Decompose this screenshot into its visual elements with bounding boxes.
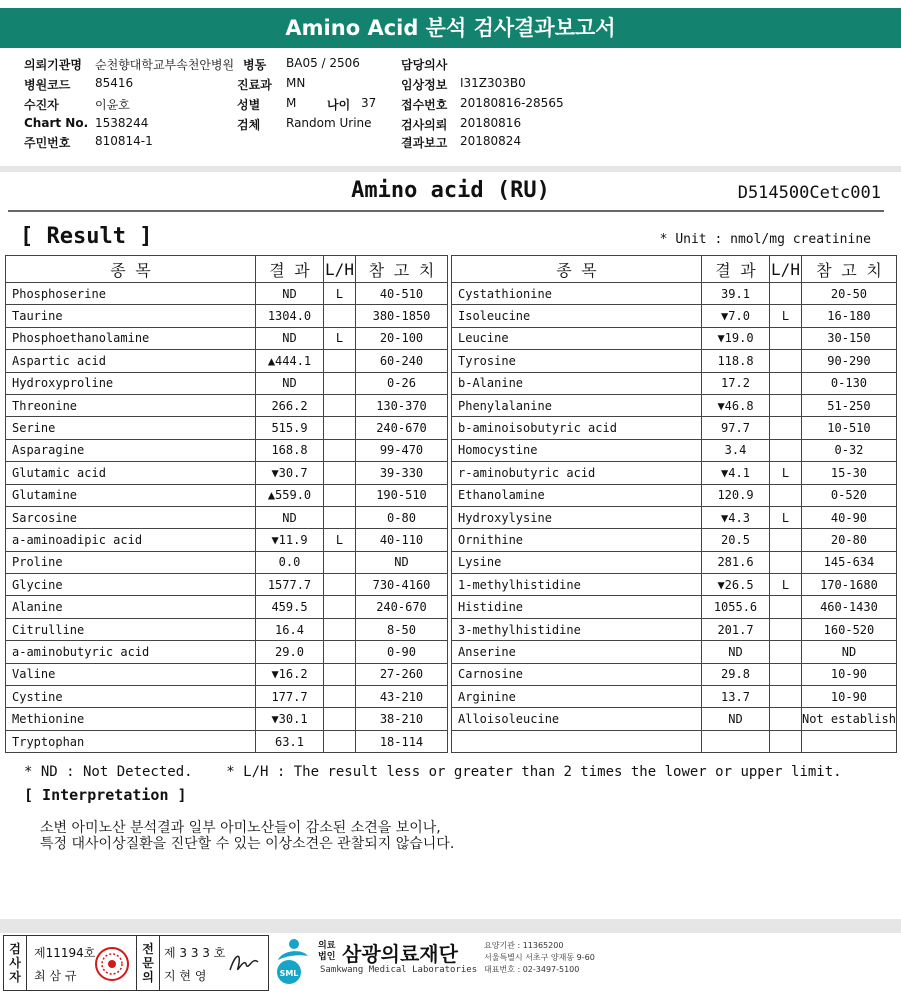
right-name-cell: Homocystine — [452, 439, 702, 461]
left-reference-cell: 0-80 — [356, 506, 448, 528]
right-name-cell: Alloisoleucine — [452, 708, 702, 730]
receipt-label: 접수번호 — [401, 98, 448, 112]
right-lh-cell — [770, 663, 802, 685]
right-result-cell: 118.8 — [702, 350, 770, 372]
right-name-cell: b-aminoisobutyric acid — [452, 417, 702, 439]
right-lh-cell — [770, 439, 802, 461]
right-reference-cell: 51-250 — [802, 394, 897, 416]
right-lh-cell — [770, 394, 802, 416]
right-result-cell: 281.6 — [702, 551, 770, 573]
left-lh-cell — [324, 574, 356, 596]
left-lh-cell — [324, 618, 356, 640]
left-lh-cell: L — [324, 327, 356, 349]
results-body — [6, 283, 897, 753]
left-name-cell: Hydroxyproline — [6, 372, 256, 394]
left-result-cell: ▼30.7 — [256, 462, 324, 484]
table-row — [6, 641, 897, 663]
right-lh-cell — [770, 529, 802, 551]
table-row — [6, 462, 897, 484]
left-reference-cell: 190-510 — [356, 484, 448, 506]
table-header-row — [6, 256, 897, 283]
right-name-cell: Carnosine — [452, 663, 702, 685]
header-item-right: 종 목 — [452, 256, 702, 283]
right-reference-cell: 20-80 — [802, 529, 897, 551]
footnote — [24, 764, 842, 780]
test-code: D514500Cetc001 — [737, 183, 881, 203]
result-title: [ Result ] — [20, 224, 153, 249]
table-row — [6, 305, 897, 327]
left-result-cell: 16.4 — [256, 618, 324, 640]
unit-note: * Unit : nmol/mg creatinine — [659, 232, 871, 247]
left-lh-cell — [324, 708, 356, 730]
left-result-cell: 168.8 — [256, 439, 324, 461]
left-result-cell: ▲444.1 — [256, 350, 324, 372]
left-name-cell: Cystine — [6, 686, 256, 708]
table-row — [6, 506, 897, 528]
receipt-value: 20180816-28565 — [460, 96, 564, 110]
hospital-code-label: 병원코드 — [24, 78, 71, 92]
inspector-seal-icon — [94, 946, 130, 982]
right-result-cell: ▼7.0 — [702, 305, 770, 327]
left-name-cell: Alanine — [6, 596, 256, 618]
left-reference-cell: 39-330 — [356, 462, 448, 484]
age-label: 나이 — [327, 98, 351, 112]
left-lh-cell — [324, 663, 356, 685]
org-legal-line-2: 법인 — [318, 952, 336, 962]
left-reference-cell: 0-26 — [356, 372, 448, 394]
right-lh-cell — [770, 686, 802, 708]
sex-label: 성별 — [237, 98, 261, 112]
header-result-right: 결 과 — [702, 256, 770, 283]
right-reference-cell: 145-634 — [802, 551, 897, 573]
specimen-value: Random Urine — [286, 116, 372, 130]
org-code: 요양기관 : 11365200 — [484, 941, 564, 950]
header-reference-left: 참 고 치 — [356, 256, 448, 283]
right-lh-cell — [770, 618, 802, 640]
right-name-cell: 1-methylhistidine — [452, 574, 702, 596]
hospital-code-value: 85416 — [95, 76, 134, 90]
header-lh-left: L/H — [324, 256, 356, 283]
age-value: 37 — [361, 96, 377, 110]
right-result-cell: 201.7 — [702, 618, 770, 640]
left-reference-cell: 27-260 — [356, 663, 448, 685]
right-reference-cell: 160-520 — [802, 618, 897, 640]
left-reference-cell: 130-370 — [356, 394, 448, 416]
table-row — [6, 686, 897, 708]
logo-text: SML — [279, 969, 299, 978]
table-row — [6, 574, 897, 596]
chart-no-value: 1538244 — [95, 116, 149, 130]
left-reference-cell: ND — [356, 551, 448, 573]
left-name-cell: Glycine — [6, 574, 256, 596]
org-legal-line-1: 의료 — [318, 941, 336, 951]
left-name-cell: Tryptophan — [6, 730, 256, 752]
table-row — [6, 730, 897, 752]
reviewer-signature-icon — [226, 948, 262, 978]
right-reference-cell: 15-30 — [802, 462, 897, 484]
interpretation-title: [ Interpretation ] — [24, 786, 187, 804]
right-result-cell: ▼4.3 — [702, 506, 770, 528]
left-result-cell: 0.0 — [256, 551, 324, 573]
table-row — [6, 663, 897, 685]
left-reference-cell: 43-210 — [356, 686, 448, 708]
left-reference-cell: 18-114 — [356, 730, 448, 752]
left-name-cell: Sarcosine — [6, 506, 256, 528]
request-label: 검사의뢰 — [401, 118, 448, 132]
left-lh-cell — [324, 417, 356, 439]
right-lh-cell: L — [770, 574, 802, 596]
table-row — [6, 372, 897, 394]
org-details — [484, 940, 595, 976]
right-result-cell: ND — [702, 641, 770, 663]
specimen-label: 검체 — [237, 118, 261, 132]
left-result-cell: ND — [256, 327, 324, 349]
right-reference-cell: 30-150 — [802, 327, 897, 349]
left-lh-cell — [324, 506, 356, 528]
table-row — [6, 439, 897, 461]
left-name-cell: Proline — [6, 551, 256, 573]
left-reference-cell: 240-670 — [356, 417, 448, 439]
table-row — [6, 708, 897, 730]
right-result-cell: 17.2 — [702, 372, 770, 394]
left-lh-cell — [324, 372, 356, 394]
right-result-cell: 39.1 — [702, 283, 770, 305]
dept-value: MN — [286, 76, 306, 90]
right-lh-cell — [770, 484, 802, 506]
table-row — [6, 350, 897, 372]
institution-label: 의뢰기관명 — [24, 58, 82, 72]
right-result-cell: 120.9 — [702, 484, 770, 506]
left-name-cell: Aspartic acid — [6, 350, 256, 372]
org-address: 서울특별시 서초구 양재동 9-60 — [484, 953, 595, 962]
left-result-cell: 63.1 — [256, 730, 324, 752]
left-name-cell: Taurine — [6, 305, 256, 327]
table-row — [6, 596, 897, 618]
interpretation-text — [40, 820, 840, 852]
doctor-label: 담당의사 — [401, 58, 448, 72]
right-lh-cell: L — [770, 305, 802, 327]
patient-label: 수진자 — [24, 98, 59, 112]
org-legal-status — [318, 941, 335, 963]
right-lh-cell — [770, 283, 802, 305]
left-lh-cell — [324, 439, 356, 461]
right-reference-cell: 10-90 — [802, 686, 897, 708]
interpretation-line-1: 소변 아미노산 분석결과 일부 아미노산들이 감소된 소견을 보이나, — [40, 820, 441, 836]
left-name-cell: a-aminobutyric acid — [6, 641, 256, 663]
right-reference-cell: 170-1680 — [802, 574, 897, 596]
header-result-left: 결 과 — [256, 256, 324, 283]
right-name-cell: b-Alanine — [452, 372, 702, 394]
left-result-cell: 266.2 — [256, 394, 324, 416]
left-result-cell: 459.5 — [256, 596, 324, 618]
right-lh-cell — [770, 730, 802, 752]
reviewer-label: 전문의 — [136, 936, 160, 990]
dept-label: 진료과 — [237, 78, 272, 92]
left-lh-cell — [324, 686, 356, 708]
ward-value: BA05 / 2506 — [286, 56, 360, 70]
left-result-cell: 177.7 — [256, 686, 324, 708]
right-reference-cell — [802, 730, 897, 752]
left-name-cell: Methionine — [6, 708, 256, 730]
resident-label: 주민번호 — [24, 136, 71, 150]
right-reference-cell: 90-290 — [802, 350, 897, 372]
org-name: 삼광의료재단 — [342, 942, 458, 966]
inspector-name: 최 삼 규 — [34, 969, 77, 983]
ward-label: 병동 — [243, 58, 267, 72]
left-reference-cell: 730-4160 — [356, 574, 448, 596]
right-reference-cell: 10-90 — [802, 663, 897, 685]
inspector-label: 검사자 — [4, 936, 27, 990]
left-lh-cell — [324, 641, 356, 663]
header-lh-right: L/H — [770, 256, 802, 283]
right-name-cell: Lysine — [452, 551, 702, 573]
footer-divider — [0, 919, 901, 933]
table-row — [6, 484, 897, 506]
right-name-cell: Ornithine — [452, 529, 702, 551]
right-lh-cell — [770, 551, 802, 573]
inspector-license: 제11194호 — [34, 946, 96, 960]
left-name-cell: Citrulline — [6, 618, 256, 640]
right-lh-cell — [770, 327, 802, 349]
right-lh-cell — [770, 417, 802, 439]
signature-box — [3, 935, 269, 991]
left-reference-cell: 40-110 — [356, 529, 448, 551]
left-result-cell: ▼11.9 — [256, 529, 324, 551]
right-name-cell: Hydroxylysine — [452, 506, 702, 528]
left-reference-cell: 38-210 — [356, 708, 448, 730]
table-row — [6, 529, 897, 551]
footnote-lh: * L/H : The result less or greater than 2 times the lower or upper limit. — [226, 764, 842, 780]
left-name-cell: Glutamine — [6, 484, 256, 506]
institution-value: 순천향대학교부속천안병원 — [95, 58, 235, 72]
right-name-cell: Ethanolamine — [452, 484, 702, 506]
reviewer-license: 제 3 3 3 호 — [164, 946, 226, 960]
request-value: 20180816 — [460, 116, 522, 130]
left-lh-cell — [324, 462, 356, 484]
left-reference-cell: 20-100 — [356, 327, 448, 349]
right-result-cell: 13.7 — [702, 686, 770, 708]
right-result-cell: 97.7 — [702, 417, 770, 439]
report-title: Amino Acid 분석 검사결과보고서 — [285, 16, 616, 40]
results-table — [5, 255, 897, 753]
chart-no-label: Chart No. — [24, 116, 89, 130]
left-name-cell: Threonine — [6, 394, 256, 416]
left-result-cell: 29.0 — [256, 641, 324, 663]
left-lh-cell — [324, 305, 356, 327]
patient-info — [0, 52, 901, 162]
right-lh-cell — [770, 596, 802, 618]
resident-value: 810814-1 — [95, 134, 153, 148]
table-row — [6, 618, 897, 640]
right-name-cell: Leucine — [452, 327, 702, 349]
sex-value: M — [286, 96, 297, 110]
section-divider — [0, 166, 901, 172]
left-lh-cell: L — [324, 283, 356, 305]
header-item-left: 종 목 — [6, 256, 256, 283]
left-reference-cell: 380-1850 — [356, 305, 448, 327]
right-lh-cell: L — [770, 462, 802, 484]
left-name-cell: Phosphoethanolamine — [6, 327, 256, 349]
left-result-cell: ND — [256, 283, 324, 305]
right-result-cell: 3.4 — [702, 439, 770, 461]
left-result-cell: ND — [256, 506, 324, 528]
report-date-label: 결과보고 — [401, 136, 448, 150]
test-title: Amino acid (RU) — [351, 178, 550, 203]
table-row — [6, 327, 897, 349]
left-result-cell: ND — [256, 372, 324, 394]
right-lh-cell — [770, 708, 802, 730]
clinical-value: I31Z303B0 — [460, 76, 526, 90]
left-reference-cell: 60-240 — [356, 350, 448, 372]
right-reference-cell: Not establish — [802, 708, 897, 730]
right-reference-cell: ND — [802, 641, 897, 663]
right-reference-cell: 0-520 — [802, 484, 897, 506]
right-name-cell: Histidine — [452, 596, 702, 618]
right-result-cell: ▼46.8 — [702, 394, 770, 416]
header-reference-right: 참 고 치 — [802, 256, 897, 283]
right-result-cell: 1055.6 — [702, 596, 770, 618]
right-result-cell: 20.5 — [702, 529, 770, 551]
right-lh-cell — [770, 372, 802, 394]
left-reference-cell: 0-90 — [356, 641, 448, 663]
left-name-cell: a-aminoadipic acid — [6, 529, 256, 551]
right-lh-cell — [770, 350, 802, 372]
org-phone: 대표번호 : 02-3497-5100 — [484, 965, 580, 974]
left-name-cell: Asparagine — [6, 439, 256, 461]
right-name-cell: Isoleucine — [452, 305, 702, 327]
right-result-cell: 29.8 — [702, 663, 770, 685]
table-row — [6, 394, 897, 416]
right-result-cell: ▼19.0 — [702, 327, 770, 349]
right-name-cell: Anserine — [452, 641, 702, 663]
table-row — [6, 551, 897, 573]
left-reference-cell: 99-470 — [356, 439, 448, 461]
clinical-label: 임상정보 — [401, 78, 448, 92]
left-lh-cell — [324, 596, 356, 618]
right-name-cell: Tyrosine — [452, 350, 702, 372]
left-name-cell: Glutamic acid — [6, 462, 256, 484]
interpretation-line-2: 특정 대사이상질환을 진단할 수 있는 이상소견은 관찰되지 않습니다. — [40, 836, 455, 852]
right-name-cell: Cystathionine — [452, 283, 702, 305]
left-reference-cell: 40-510 — [356, 283, 448, 305]
left-lh-cell: L — [324, 529, 356, 551]
right-reference-cell: 0-32 — [802, 439, 897, 461]
reviewer-name: 지 현 영 — [164, 969, 207, 983]
right-result-cell: ▼26.5 — [702, 574, 770, 596]
left-name-cell: Phosphoserine — [6, 283, 256, 305]
left-result-cell: ▼30.1 — [256, 708, 324, 730]
left-result-cell: ▼16.2 — [256, 663, 324, 685]
left-result-cell: 1577.7 — [256, 574, 324, 596]
left-result-cell: ▲559.0 — [256, 484, 324, 506]
table-row — [6, 417, 897, 439]
right-name-cell: Arginine — [452, 686, 702, 708]
right-name-cell: 3-methylhistidine — [452, 618, 702, 640]
right-reference-cell: 20-50 — [802, 283, 897, 305]
right-name-cell: r-aminobutyric acid — [452, 462, 702, 484]
left-name-cell: Valine — [6, 663, 256, 685]
right-reference-cell: 0-130 — [802, 372, 897, 394]
left-lh-cell — [324, 484, 356, 506]
left-lh-cell — [324, 730, 356, 752]
right-name-cell: Phenylalanine — [452, 394, 702, 416]
report-date-value: 20180824 — [460, 134, 522, 148]
right-lh-cell: L — [770, 506, 802, 528]
right-result-cell: ND — [702, 708, 770, 730]
title-rule — [8, 210, 884, 212]
sml-logo-icon — [272, 936, 316, 986]
org-english-name: Samkwang Medical Laboratories — [320, 965, 478, 975]
report-title-bar — [0, 8, 901, 48]
right-reference-cell: 460-1430 — [802, 596, 897, 618]
left-lh-cell — [324, 350, 356, 372]
left-name-cell: Serine — [6, 417, 256, 439]
right-reference-cell: 40-90 — [802, 506, 897, 528]
footnote-nd: * ND : Not Detected. — [24, 764, 193, 780]
left-result-cell: 515.9 — [256, 417, 324, 439]
left-lh-cell — [324, 394, 356, 416]
table-row — [6, 283, 897, 305]
left-reference-cell: 240-670 — [356, 596, 448, 618]
left-result-cell: 1304.0 — [256, 305, 324, 327]
left-reference-cell: 8-50 — [356, 618, 448, 640]
patient-value: 이윤호 — [95, 98, 130, 112]
right-lh-cell — [770, 641, 802, 663]
right-name-cell — [452, 730, 702, 752]
right-result-cell: ▼4.1 — [702, 462, 770, 484]
right-reference-cell: 10-510 — [802, 417, 897, 439]
right-reference-cell: 16-180 — [802, 305, 897, 327]
left-lh-cell — [324, 551, 356, 573]
right-result-cell — [702, 730, 770, 752]
